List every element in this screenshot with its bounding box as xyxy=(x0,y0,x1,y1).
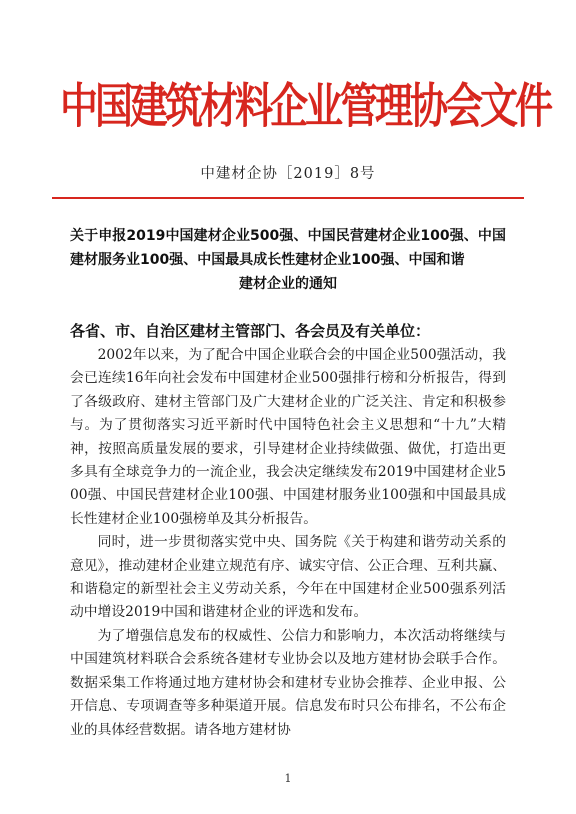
body-paragraph: 同时，进一步贯彻落实党中央、国务院《关于构建和谐劳动关系的意见》，推动建材企业建立规范有序、诚实守信、公正合理、互利共赢、和谐稳定的新型社会主义劳动关系，今年在中国建材企业500强系列活动中增设2019中国和谐建材企业的评选和发布。 xyxy=(70,534,506,621)
notice-body xyxy=(70,344,506,742)
notice-title-line: 国建材服务业100强、中国最具成长性建材企业100强、中国和谐 xyxy=(70,228,506,268)
body-paragraph: 2002年以来，为了配合中国企业联合会的中国企业500强活动，我会已连续16年向社会发布中国建材企业500强排行榜和分析报告，得到了各级政府、建材主管部门及广大建材企业的广泛关注、肯定和积极参与。为了贯彻落实习近平新时代中国特色社会主义思想和“十九”大精神，按照高质量发展的要求，引导建材企业持续做强、做优，打造出更多具有全球竞争力的一流企业，我会决定继续发布2019中国建材企业500强、中国民营建材企业100强、中国建材服务业100强和中国最具成长性建材企业100强榜单及其分析报告。 xyxy=(70,347,506,527)
notice-title xyxy=(70,224,506,296)
notice-title-line: 建材企业的通知 xyxy=(239,276,337,292)
document-number: 中建材企协［2019］8号 xyxy=(200,166,376,182)
masthead-org-title: 中国建筑材料企业管理协会文件 xyxy=(60,77,551,134)
body-paragraph: 为了增强信息发布的权威性、公信力和影响力，本次活动将继续与中国建筑材料联合会系统各建材专业协会以及地方建材协会联手合作。数据采集工作将通过地方建材协会和建材专业协会推荐、企业申报、公开信息、专项调查等多种渠道开展。信息发布时只公布排名，不公布企业的具体经营数据。请各地方建材协 xyxy=(70,627,506,738)
salutation: 各省、市、自治区建材主管部门、各会员及有关单位： xyxy=(70,322,431,340)
notice-title-line: 关于申报2019中国建材企业500强、中国民营建材企业100强、中 xyxy=(70,228,492,244)
header-divider-line xyxy=(52,197,524,199)
page-number: 1 xyxy=(284,772,292,785)
